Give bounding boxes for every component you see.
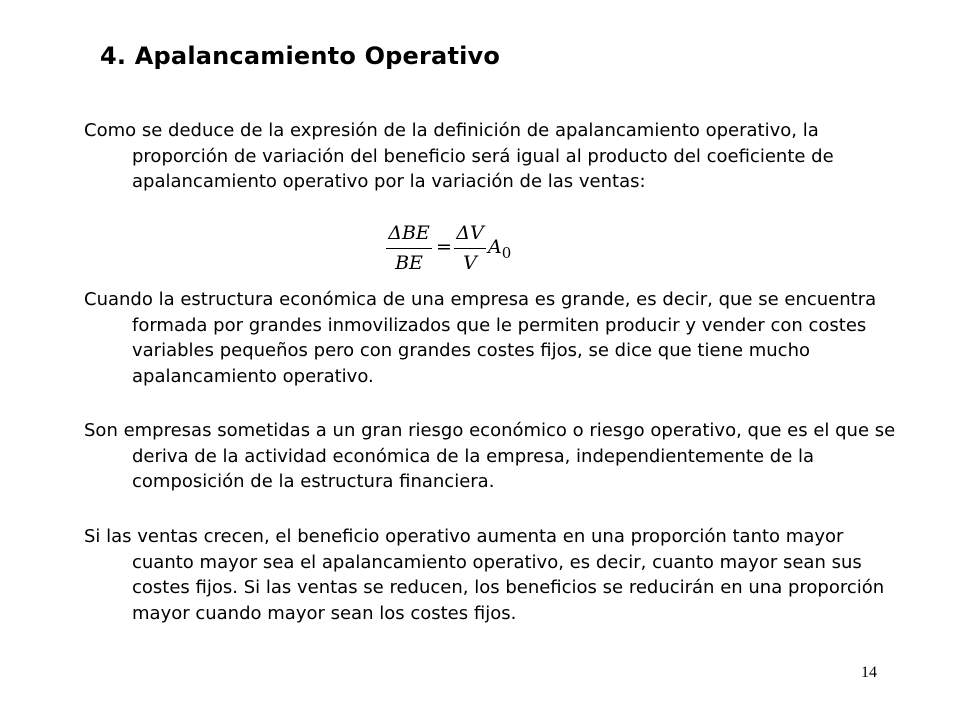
paragraph-2: Cuando la estructura económica de una empresa es grande, es decir, que se encuentra formada por grandes inmovilizados que le permiten producir y vender con costes variables pequeños pero con grandes costes fijos, se dice que tiene mucho apalancamiento operativo. — [84, 289, 877, 387]
coefficient-subscript: 0 — [501, 244, 512, 262]
paragraph-3: Son empresas sometidas a un gran riesgo económico o riesgo operativo, que es el que se deriva de la actividad económica de la empresa, independientemente de la composición de la estructura financiera. — [84, 420, 896, 492]
paragraph-4: Si las ventas crecen, el beneficio operativo aumenta en una proporción tanto mayor cuanto mayor sea el apalancamiento operativo, es decir, cuanto mayor sean sus costes fijos. Si las ventas se reducen, los beneficios se reducirán en una proporción mayor cuando mayor sean los costes fijos. — [84, 526, 885, 624]
formula-left-denominator: BE — [395, 252, 423, 274]
formula-right-fraction — [454, 222, 486, 274]
formula-right-numerator: ΔV — [456, 222, 484, 244]
formula-left-fraction — [386, 222, 432, 274]
paragraph-1: Como se deduce de la expresión de la definición de apalancamiento operativo, la proporción de variación del beneficio será igual al producto del coeficiente de apalancamiento operativo por la variación de las ventas: — [84, 120, 834, 192]
slide-title: 4. Apalancamiento Operativo — [100, 42, 501, 70]
formula-left-numerator: ΔBE — [388, 222, 430, 244]
formula-coefficient — [488, 236, 511, 262]
page-number: 14 — [861, 664, 877, 681]
formula-right-denominator: V — [463, 252, 477, 274]
coefficient-letter: A — [488, 236, 502, 258]
formula-equals: = — [436, 236, 452, 258]
